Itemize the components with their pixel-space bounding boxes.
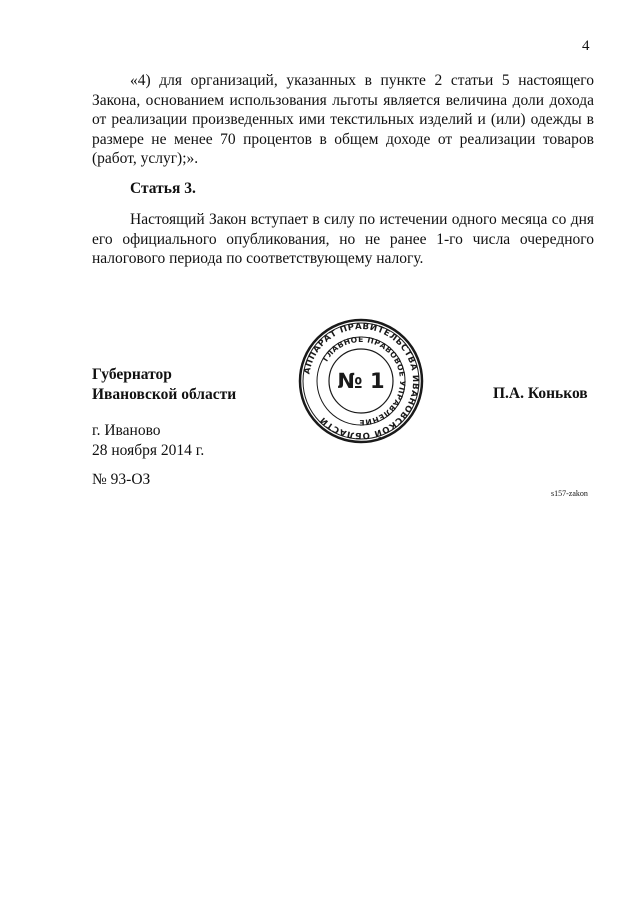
page-number: 4 (582, 38, 590, 54)
paragraph-amendment: «4) для организаций, указанных в пункте 2 статьи 5 настоящего Закона, основанием использования льготы является величина доли дохода от реализации произведенных ими текстильных изделий и (или) одежды в размере не менее 70 процентов в общем доходе от реализации товаров (работ, услуг);». (92, 72, 594, 167)
article-heading: Статья 3. (130, 180, 196, 197)
date: 28 ноября 2014 г. (92, 441, 205, 459)
place: г. Иваново (92, 422, 161, 439)
file-code: s157-zakon (551, 489, 588, 498)
place-and-date (92, 421, 204, 460)
seal-inner-text: ГЛАВНОЕ ПРАВОВОЕ УПРАВЛЕНИЕ (320, 334, 408, 428)
law-number: № 93-ОЗ (92, 471, 151, 488)
signatory-title (92, 365, 236, 404)
seal-center-number: № 1 (337, 369, 385, 393)
official-seal (298, 318, 424, 444)
signatory-name: П.А. Коньков (493, 385, 588, 402)
signatory-title-line2: Ивановской области (92, 385, 237, 403)
paragraph-entry-into-force: Настоящий Закон вступает в силу по истечении одного месяца со дня его официального опубликования, но не ранее 1-го числа очередного налогового периода по соответствующему налогу. (92, 211, 594, 267)
signatory-title-line1: Губернатор (92, 366, 172, 383)
seal-graphic (298, 318, 424, 444)
seal-outer-text: АППАРАТ ПРАВИТЕЛЬСТВА ИВАНОВСКОЙ ОБЛАСТИ (302, 321, 421, 441)
